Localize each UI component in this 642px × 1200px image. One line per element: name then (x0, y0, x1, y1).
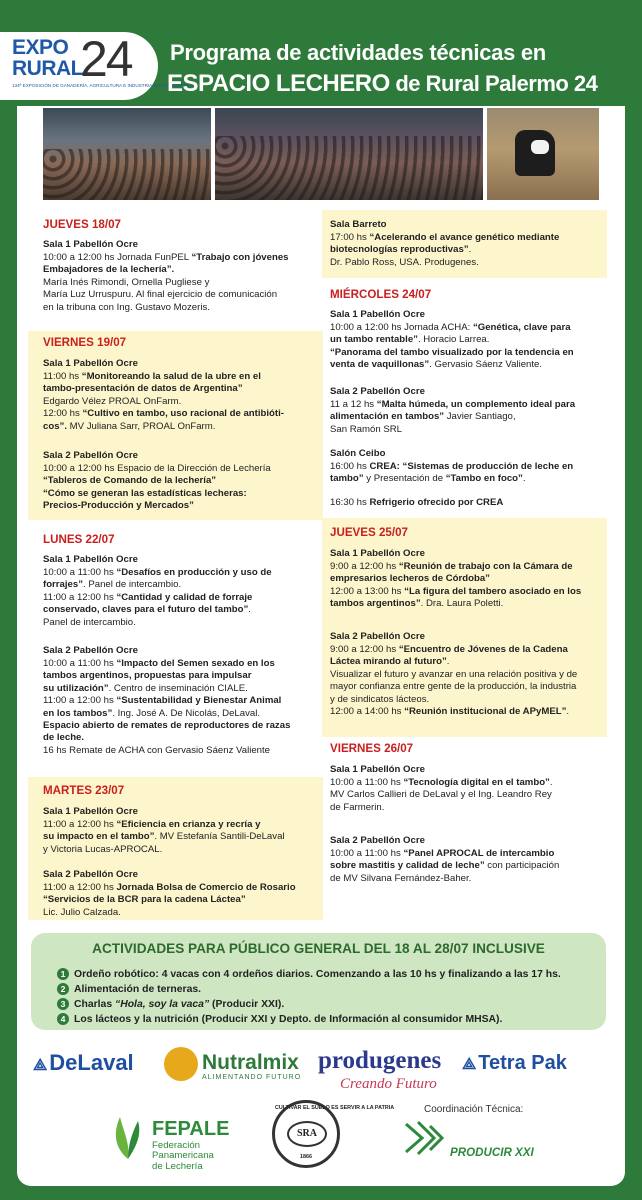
schedule-line (43, 708, 260, 720)
line-text: 11:00 a 12:00 hs (43, 882, 117, 893)
schedule-line (330, 561, 573, 573)
schedule-line (43, 371, 261, 383)
banner-item (57, 1013, 502, 1025)
day-heading: MIÉRCOLES 24/07 (330, 288, 432, 301)
schedule-line (43, 683, 248, 695)
talk-title: “Encuentro de Jóvenes de la Cadena (398, 644, 568, 655)
line-text: . Centro de inseminación CIALE. (108, 682, 248, 694)
number-badge: 2 (57, 983, 69, 995)
page-title-line2 (167, 70, 597, 98)
line-text: 12:00 a 13:00 hs (330, 585, 405, 597)
line-text: . (522, 473, 526, 485)
schedule-line (43, 252, 289, 264)
schedule-line (330, 789, 552, 801)
logo-subtitle: 134ª EXPOSICIÓN DE GANADERÍA, AGRICULTURA E INDUSTRIA INTERNACIONAL (12, 83, 191, 88)
schedule-line (330, 860, 559, 872)
line-text: . Panel de intercambio. (83, 579, 182, 591)
line-text: . (468, 244, 472, 256)
line-text: . (446, 656, 450, 668)
line-text: Visualizar el futuro y avanzar en una relación positiva y de (330, 668, 578, 680)
line-text: MV Juliana Sarr, PROAL OnFarm. (67, 420, 216, 432)
day-heading: JUEVES 18/07 (43, 218, 121, 231)
schedule-line (330, 411, 516, 423)
line-text: 10:00 a 12:00 hs Jornada FunPEL (43, 252, 192, 263)
nutralmix-emblem-icon (164, 1047, 198, 1081)
schedule-line (43, 844, 162, 856)
schedule-line (330, 473, 526, 485)
talk-title: “La figura del tambero asociado en los (404, 585, 582, 597)
schedule-line (43, 421, 215, 433)
talk-title: en los tambos” (43, 707, 113, 719)
schedule-line (330, 424, 402, 436)
day-heading: VIERNES 19/07 (43, 336, 127, 349)
photo-dairy-hall (43, 108, 211, 200)
fepale-leaf-icon (106, 1113, 150, 1161)
schedule-line (330, 848, 554, 860)
talk-title: cos”. (43, 420, 67, 432)
room-heading: Sala 2 Pabellón Ocre (330, 631, 425, 642)
line-text: . Horacio Larrea. (417, 334, 490, 346)
schedule-line (43, 831, 285, 843)
talk-title: alimentación en tambos” (330, 411, 445, 423)
line-text: Panel de intercambio. (43, 616, 136, 628)
schedule-line (43, 907, 121, 919)
talk-title: conservado, claves para el futuro del tambo” (43, 604, 249, 616)
title-rest: de Rural Palermo 24 (389, 71, 598, 96)
talk-title: “Malta húmeda, un complemento ideal para (376, 399, 576, 410)
line-text: 11:00 hs (43, 371, 82, 382)
schedule-line (330, 257, 479, 269)
schedule-line (43, 882, 296, 894)
talk-title: su impacto en el tambo” (43, 831, 155, 843)
number-badge: 3 (57, 998, 69, 1010)
line-text: Javier Santiago, (444, 411, 516, 423)
schedule-line (330, 359, 542, 371)
tetrapak-mark-icon: ⟁ (462, 1056, 477, 1073)
talk-title: Precios-Producción y Mercados” (43, 500, 194, 512)
schedule-line (330, 873, 471, 885)
banner-item-text: Alimentación de terneras. (74, 984, 202, 995)
schedule-line (43, 894, 246, 906)
sra-motto: CULTIVAR EL SUELO ES SERVIR A LA PATRIA (275, 1105, 395, 1111)
schedule-line (43, 745, 270, 757)
sra-initials: SRA (287, 1121, 327, 1147)
line-text: . Dra. Laura Poletti. (420, 598, 504, 610)
page-title-line1: Programa de actividades técnicas en (170, 40, 546, 65)
logo-expo-text: EXPO (12, 36, 69, 59)
delaval-text: DeLaval (49, 1050, 134, 1075)
schedule-line (43, 302, 210, 314)
schedule-line (43, 695, 281, 707)
line-text: 9:00 a 12:00 hs (330, 561, 399, 572)
line-text: María Inés Rimondi, Ornella Pugliese y (43, 276, 210, 288)
schedule-line (43, 408, 284, 420)
line-text: mayor confianza entre gente de la producción, la industria (330, 681, 577, 693)
room-heading: Sala 1 Pabellón Ocre (43, 806, 138, 817)
photo-cow (487, 108, 599, 200)
technical-coordination-label: Coordinación Técnica: (424, 1104, 524, 1115)
schedule-line (330, 669, 577, 681)
line-text: 9:00 a 12:00 hs (330, 644, 399, 655)
schedule-line (43, 396, 181, 408)
talk-title: Embajadores de la lechería”. (43, 264, 175, 276)
room-heading: Sala 1 Pabellón Ocre (330, 548, 425, 559)
schedule-line (43, 617, 136, 629)
talk-title: sobre mastitis y calidad de leche” (330, 860, 485, 872)
tetrapak-logo (462, 1052, 567, 1075)
logo-rural-text: RURAL (12, 57, 83, 80)
day-heading: VIERNES 26/07 (330, 742, 414, 755)
schedule-line (43, 819, 260, 831)
schedule-line (43, 604, 251, 616)
banner-item-text: Ordeño robótico: 4 vacas con 4 ordeños diarios. Comenzando a las 10 hs y finalizando a las 17 hs. (74, 969, 561, 980)
line-text: Dr. Pablo Ross, USA. Produgenes. (330, 256, 479, 268)
line-text: de Farmerin. (330, 801, 385, 813)
delaval-mark-icon: ⟁ (33, 1057, 48, 1074)
schedule-line (330, 777, 553, 789)
talk-title: “Cantidad y calidad de forraje (116, 591, 253, 603)
schedule-line (43, 670, 251, 682)
schedule-line (330, 461, 573, 473)
schedule-line (330, 497, 503, 509)
banner-title: ACTIVIDADES PARA PÚBLICO GENERAL DEL 18 AL 28/07 INCLUSIVE (92, 941, 545, 956)
talk-title: “Sustentabilidad y Bienestar Animal (116, 695, 282, 707)
talk-title: “Cultivo en tambo, uso racional de antibióti- (82, 408, 284, 420)
banner-item-text: Charlas (74, 999, 116, 1010)
line-text: 11:00 a 12:00 hs (43, 695, 117, 707)
line-text: 16 hs Remate de ACHA con Gervasio Sáenz Valiente (43, 744, 271, 756)
line-text: 10:00 a 11:00 hs (330, 777, 404, 788)
room-heading: Sala 2 Pabellón Ocre (330, 835, 425, 846)
line-text: 12:00 hs (43, 408, 83, 420)
talk-title: Refrigerio ofrecido por CREA (369, 497, 504, 508)
room-heading: Sala 2 Pabellón Ocre (43, 869, 138, 880)
talk-title: forrajes” (43, 579, 83, 591)
schedule-line (43, 658, 275, 670)
producir-xxi-icon (404, 1118, 444, 1158)
room-heading: Sala 1 Pabellón Ocre (43, 554, 138, 565)
talk-title: “Reunión institucional de APyMEL” (404, 706, 567, 717)
produgenes-tagline: Creando Futuro (340, 1076, 437, 1092)
fepale-logo: FEPALE (152, 1118, 230, 1140)
room-heading: Sala Barreto (330, 219, 387, 230)
schedule-line (330, 347, 574, 359)
schedule-line (43, 732, 84, 744)
produgenes-logo: produgenes (318, 1047, 442, 1074)
line-text: y Presentación de (363, 473, 446, 485)
line-text: de MV Silvana Fernández-Baher. (330, 872, 472, 884)
schedule-line (43, 500, 194, 512)
talk-title: “Monitoreando la salud de la ubre en el (81, 371, 261, 382)
banner-item-text: Los lácteos y la nutrición (Producir XXI y Depto. de Información al consumidor MHSA). (74, 1014, 503, 1025)
expo-rural-logo (0, 31, 191, 100)
tetrapak-text: Tetra Pak (478, 1052, 567, 1074)
schedule-line (330, 598, 503, 610)
schedule-line (330, 706, 569, 718)
talk-title: Láctea mirando al futuro” (330, 656, 447, 668)
talk-title: Espacio abierto de remates de reproductores de razas (43, 720, 291, 731)
line-text: 10:00 a 12:00 hs Jornada ACHA: (330, 322, 473, 333)
room-heading: Sala 2 Pabellón Ocre (43, 645, 138, 656)
room-heading: Sala 2 Pabellón Ocre (43, 450, 138, 461)
line-text: María Luz Urruspuru. Al final ejercicio de comunicación (43, 289, 278, 301)
logo-24-text: 24 (80, 31, 132, 87)
banner-item-emphasis: “Hola, soy la vaca” (115, 999, 210, 1010)
fepale-sub-line: Federación (152, 1140, 200, 1151)
talk-title: “Cómo se generan las estadísticas lecheras: (43, 487, 247, 499)
schedule-line (43, 592, 252, 604)
line-text: . MV Estefanía Santili-DeLaval (154, 831, 285, 843)
talk-title: “Tecnología digital en el tambo” (403, 777, 550, 788)
talk-title: tambo” (330, 473, 364, 485)
producir-xxi-logo: PRODUCIR XXI (450, 1146, 534, 1159)
talk-title: Jornada Bolsa de Comercio de Rosario (116, 882, 296, 893)
room-heading: Sala 1 Pabellón Ocre (330, 764, 425, 775)
day-heading: JUEVES 25/07 (330, 526, 408, 539)
line-text: . Ing. José A. De Nicolás, DeLaval. (112, 707, 261, 719)
line-text: . (248, 604, 251, 616)
line-text: . Gervasio Sáenz Valiente. (429, 359, 543, 371)
line-text: Edgardo Vélez PROAL OnFarm. (43, 395, 182, 407)
schedule-line (330, 644, 568, 656)
talk-title: “Acelerando el avance genético mediante (369, 232, 560, 243)
line-text: . (566, 706, 570, 717)
room-heading: Sala 1 Pabellón Ocre (43, 239, 138, 250)
schedule-line (330, 694, 429, 706)
public-activities-banner (31, 933, 606, 1030)
talk-title: “Panel APROCAL de intercambio (403, 848, 555, 859)
line-text: . (549, 777, 553, 788)
sra-seal (272, 1100, 395, 1168)
schedule-line (43, 383, 243, 395)
banner-item (57, 968, 561, 980)
banner-item-text: (Producir XXI). (209, 999, 285, 1010)
line-text: 10:00 a 11:00 hs (330, 848, 404, 859)
line-text: San Ramón SRL (330, 423, 402, 435)
schedule-line (43, 289, 277, 301)
title-highlight: ESPACIO LECHERO (167, 70, 390, 97)
talk-title: CREA: “Sistemas de producción de leche en (369, 461, 574, 472)
room-heading: Sala 2 Pabellón Ocre (330, 386, 425, 397)
room-heading: Salón Ceibo (330, 448, 386, 459)
talk-title: “Eficiencia en crianza y recría y (116, 819, 261, 830)
talk-title: “Servicios de la BCR para la cadena Láctea” (43, 894, 246, 906)
day-heading: MARTES 23/07 (43, 784, 125, 797)
line-text: y de sindicatos lácteos. (330, 693, 430, 705)
talk-title: “Trabajo con jóvenes (191, 252, 289, 263)
talk-title: “Desafíos en producción y uso de (116, 567, 272, 578)
talk-title: “Genética, clave para (472, 322, 571, 333)
schedule-line (43, 720, 290, 732)
schedule-line (43, 579, 181, 591)
banner-item (57, 998, 284, 1010)
line-text: 12:00 a 14:00 hs (330, 706, 405, 717)
schedule-line (330, 244, 471, 256)
header (0, 0, 642, 106)
line-text: 10:00 a 11:00 hs (43, 658, 117, 669)
line-text: 11:00 a 12:00 hs (43, 819, 117, 830)
talk-title: de leche. (43, 732, 85, 744)
talk-title: “Reunión de trabajo con la Cámara de (398, 561, 573, 572)
line-text: 11:00 a 12:00 hs (43, 591, 117, 603)
schedule-line (330, 586, 581, 598)
talk-title: biotecnologías reproductivas” (330, 244, 469, 256)
talk-title: “Tableros de Comando de la lechería” (43, 475, 217, 487)
line-text: 10:00 a 12:00 hs Espacio de la Dirección de Lechería (43, 463, 271, 474)
line-text: MV Carlos Callieri de DeLaval y el Ing. Leandro Rey (330, 789, 552, 801)
schedule-line (330, 322, 571, 334)
day-heading: LUNES 22/07 (43, 533, 115, 546)
talk-title: tambos argentinos” (330, 598, 421, 610)
schedule-line (330, 681, 576, 693)
talk-title: un tambo rentable” (330, 334, 418, 346)
schedule-line (43, 463, 271, 475)
number-badge: 1 (57, 968, 69, 980)
talk-title: tambos argentinos, propuestas para impulsar (43, 670, 252, 682)
schedule-line (330, 573, 490, 585)
line-text: y Victoria Lucas-APROCAL. (43, 843, 163, 855)
talk-title: venta de vaquillonas” (330, 359, 430, 371)
room-heading: Sala 1 Pabellón Ocre (43, 358, 138, 369)
schedule-line (43, 264, 174, 276)
fepale-sub-line: de Lechería (152, 1160, 203, 1172)
schedule-line (330, 334, 489, 346)
line-text: 17:00 hs (330, 232, 370, 243)
room-heading: Sala 1 Pabellón Ocre (330, 309, 425, 320)
fepale-subtitle (152, 1141, 214, 1172)
talk-title: su utilización” (43, 682, 109, 694)
line-text: Lic. Julio Calzada. (43, 906, 121, 918)
fepale-sub-line: Panamericana (152, 1150, 214, 1162)
talk-title: “Impacto del Semen sexado en los (116, 658, 275, 669)
line-text: 10:00 a 11:00 hs (43, 567, 117, 578)
line-text: 16:30 hs (330, 497, 370, 508)
schedule-line (43, 488, 247, 500)
schedule-line (43, 277, 209, 289)
talk-title: “Panorama del tambo visualizado por la tendencia en (330, 346, 574, 358)
schedule-line (330, 656, 449, 668)
line-text: en la tribuna con Ing. Gustavo Mozeris. (43, 301, 210, 313)
line-text: 16:00 hs (330, 461, 370, 472)
nutralmix-tagline: ALIMENTANDO FUTURO (202, 1074, 302, 1081)
schedule-line (330, 232, 559, 244)
delaval-logo (33, 1050, 134, 1076)
banner-item (57, 983, 201, 995)
line-text: con participación (484, 860, 560, 872)
nutralmix-logo: Nutralmix (202, 1051, 299, 1074)
schedule-line (330, 802, 384, 814)
line-text: 11 a 12 hs (330, 399, 377, 410)
photo-audience (215, 108, 483, 200)
talk-title: empresarios lecheros de Córdoba” (330, 573, 490, 585)
schedule-line (43, 567, 272, 579)
schedule-line (330, 399, 575, 411)
talk-title: “Tambo en foco” (445, 473, 523, 485)
sra-year: 1866 (300, 1154, 312, 1160)
number-badge: 4 (57, 1013, 69, 1025)
talk-title: tambo-presentación de datos de Argentina” (43, 383, 243, 395)
schedule-line (43, 475, 216, 487)
